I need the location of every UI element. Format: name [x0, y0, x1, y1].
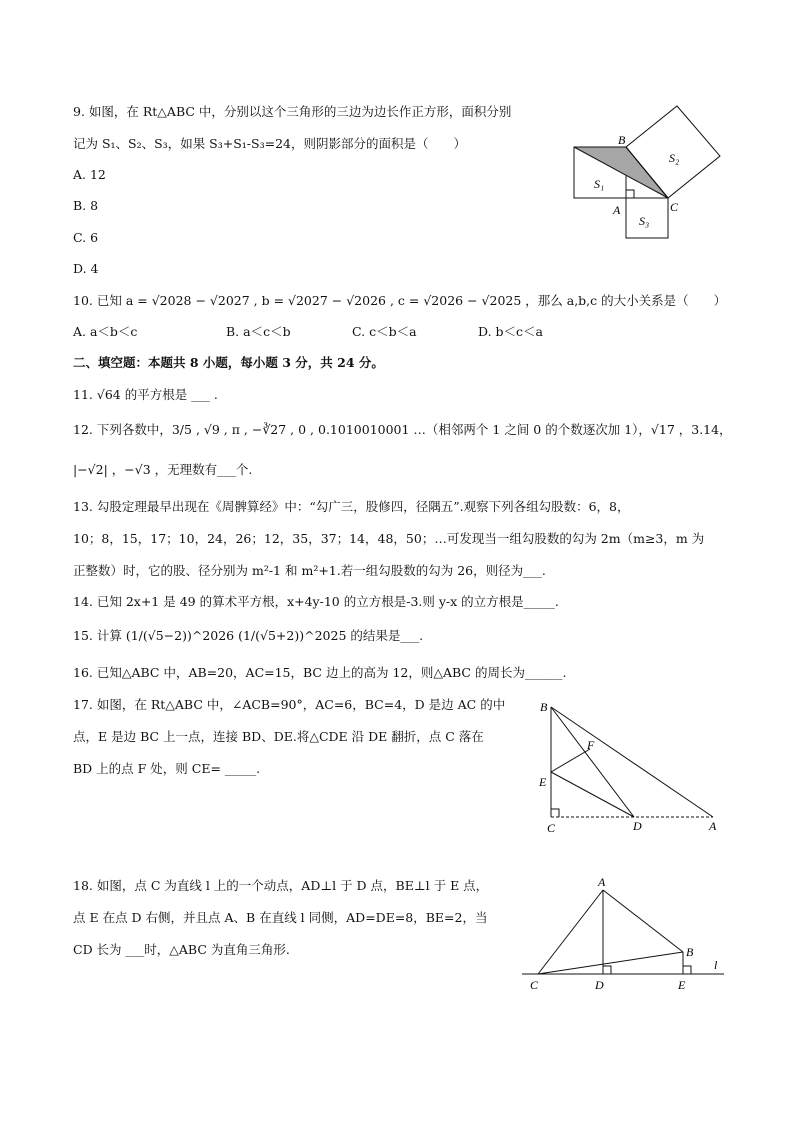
q18-right-angle-e [683, 966, 691, 974]
q12-line2: |−√2| ，−√3 ，无理数有___个. [73, 462, 253, 477]
q9-right-angle [626, 190, 634, 198]
q18-label-d: D [595, 978, 604, 992]
q18-label-c: C [530, 978, 539, 992]
section-heading: 二、填空题：本题共 8 小题，每小题 3 分，共 24 分。 [73, 355, 384, 370]
q9-option-d: D. 4 [73, 261, 99, 276]
q9-option-b: B. 8 [73, 198, 99, 213]
q17-label-b: B [540, 700, 548, 714]
q17-label-a: A [709, 819, 717, 833]
q9-figure [568, 100, 728, 245]
q9-shaded-triangle [574, 147, 668, 198]
q11: 11. √64 的平方根是 ___ . [73, 387, 218, 402]
q18-line3: CD 长为 ___时，△ABC 为直角三角形. [73, 942, 290, 957]
q15: 15. 计算 (1/(√5−2))^2026 (1/(√5+2))^2025 的结果是___. [73, 628, 424, 643]
q18-line2: 点 E 在点 D 右侧，并且点 A、B 在直线 l 同侧，AD=DE=8，BE=2，当 [73, 910, 488, 925]
q10-option-d: D. b＜c＜a [478, 324, 543, 339]
q17-right-angle [551, 809, 559, 817]
q18-right-angle-d [603, 966, 611, 974]
q18-label-a: A [598, 875, 606, 889]
q10-option-a: A. a＜b＜c [73, 324, 138, 339]
q13-line2: 10；8，15，17；10，24，26；12，35，37；14，48，50；…可发现当一组勾股数的勾为 2m（m≥3，m 为 [73, 531, 705, 546]
q10-stem: 10. 已知 a = √2028 − √2027 , b = √2027 − √2026 , c = √2026 − √2025 ，那么 a,b,c 的大小关系是（ ） [73, 293, 727, 308]
q17-label-c: C [547, 821, 556, 835]
q14: 14. 已知 2x+1 是 49 的算术平方根，x+4y-10 的立方根是-3.则 y-x 的立方根是_____. [73, 594, 559, 609]
q10-option-c: C. c＜b＜a [352, 324, 417, 339]
q18-figure [518, 873, 728, 998]
q9-label-c: C [670, 200, 679, 214]
q12-line1: 12. 下列各数中，3/5 , √9 , π , −∛27 , 0 , 0.1010010001 …（相邻两个 1 之间 0 的个数逐次加 1），√17 ，3.14， [73, 422, 732, 437]
q18-label-l: l [714, 958, 718, 972]
q9-label-b: B [618, 133, 626, 147]
q9-label-a: A [613, 203, 621, 217]
q16: 16. 已知△ABC 中，AB=20，AC=15，BC 边上的高为 12，则△ABC 的周长为______. [73, 665, 567, 680]
q9-label-s3: S₃ [639, 214, 650, 228]
q17-figure [535, 697, 730, 837]
q18-label-b: B [686, 945, 694, 959]
q9-label-s1: S₁ [594, 177, 605, 191]
q17-line2: 点，E 是边 BC 上一点，连接 BD、DE.将△CDE 沿 DE 翻折，点 C 落在 [73, 729, 484, 744]
q9-option-a: A. 12 [73, 167, 106, 182]
q17-label-f: F [587, 738, 595, 752]
q9-label-s2: S₂ [669, 151, 680, 165]
q13-line3: 正整数）时，它的股、径分别为 m²-1 和 m²+1.若一组勾股数的勾为 26，则径为___. [73, 563, 546, 578]
q18-label-e: E [678, 978, 686, 992]
q17-line1: 17. 如图，在 Rt△ABC 中，∠ACB=90°，AC=6，BC=4，D 是边 AC 的中 [73, 697, 506, 712]
q9-option-c: C. 6 [73, 230, 99, 245]
q17-line3: BD 上的点 F 处，则 CE= _____. [73, 761, 261, 776]
q18-line1: 18. 如图，点 C 为直线 l 上的一个动点，AD⊥l 于 D 点，BE⊥l 于 E 点， [73, 878, 489, 893]
q13-line1: 13. 勾股定理最早出现在《周髀算经》中：“勾广三，股修四，径隅五”.观察下列各组勾股数：6，8， [73, 499, 630, 514]
q9-line2: 记为 S₁、S₂、S₃，如果 S₃+S₁-S₃=24，则阴影部分的面积是（ ） [73, 136, 466, 151]
q17-label-e: E [539, 775, 547, 789]
q9-line1: 9. 如图，在 Rt△ABC 中，分别以这个三角形的三边为边长作正方形，面积分别 [73, 104, 512, 119]
q17-label-d: D [633, 819, 642, 833]
q10-option-b: B. a＜c＜b [226, 324, 291, 339]
